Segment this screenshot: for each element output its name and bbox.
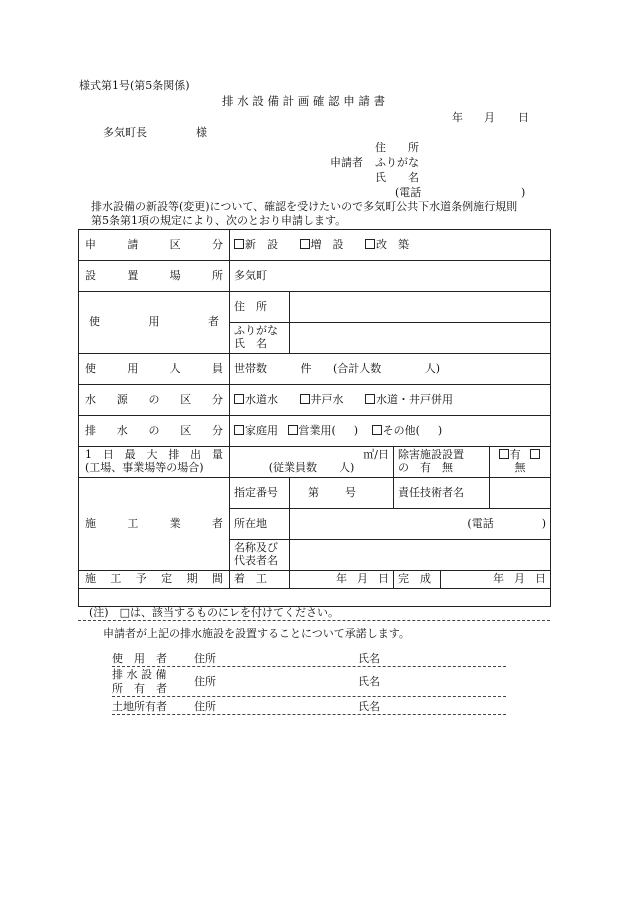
signature-landowner[interactable]: 土地所有者 住所 氏名 (112, 699, 506, 715)
intro-line-2: 第5条第1項の規定により、次のとおり申請します。 (91, 214, 347, 227)
blank-cell (79, 589, 551, 607)
date-year: 年 (452, 111, 463, 124)
water-source-options (230, 385, 551, 416)
consent-text: 申請者が上記の排水施設を設置することについて承諾します。 (103, 627, 410, 640)
row-application-category (79, 230, 551, 261)
drainage-options (230, 416, 551, 447)
facility-no-checkbox[interactable]: 無 (515, 448, 542, 474)
checkbox-icon (234, 394, 244, 404)
drainage-label-cell: 排 水 の 区 分 (79, 416, 230, 447)
row-people (79, 354, 551, 385)
facility-yes-checkbox[interactable]: 有 (499, 448, 521, 461)
checkbox-icon (288, 425, 298, 435)
schedule-start-label: 着 工 (230, 571, 290, 589)
people-label-cell: 使 用 人 員 (79, 354, 230, 385)
checkbox-icon (372, 425, 382, 435)
location-value[interactable]: 多気町 (230, 261, 551, 292)
schedule-end-label: 完 成 (394, 571, 441, 589)
row-contractor-designation (79, 478, 551, 509)
max-discharge-label-cell: 1 日 最 大 排 出 量 (工場、事業場等の場合) (79, 447, 230, 478)
checkbox-icon (234, 425, 244, 435)
schedule-label-cell: 施 工 予 定 期 間 (79, 571, 230, 589)
drainage-business-checkbox[interactable]: 営業用( ) (288, 424, 359, 437)
category-new-checkbox[interactable]: 新 設 (234, 238, 278, 251)
category-label: 申 請 区 分 (85, 237, 223, 251)
drainage-other-checkbox[interactable]: その他( ) (372, 424, 443, 437)
facility-options (490, 447, 551, 478)
designation-label: 指定番号 (230, 478, 290, 509)
form-title: 排 水 設 備 計 画 確 認 申 請 書 (222, 94, 386, 108)
checkbox-icon (365, 394, 375, 404)
water-both-checkbox[interactable]: 水道・井戸併用 (365, 393, 453, 406)
people-field[interactable]: 世帯数 件 (合計人数 人) (230, 354, 551, 385)
contractor-name-field[interactable] (290, 540, 551, 571)
contractor-name-label: 名称及び 代表者名 (230, 540, 290, 571)
water-well-checkbox[interactable]: 井戸水 (300, 393, 344, 406)
checkbox-icon (499, 449, 509, 459)
application-table (78, 229, 551, 607)
designation-number-field[interactable]: 第 号 (290, 478, 394, 509)
engineer-field[interactable] (490, 478, 551, 509)
drainage-home-checkbox[interactable]: 家庭用 (234, 424, 278, 437)
category-options (230, 230, 551, 261)
max-discharge-field[interactable]: ㎥/日 (従業員数 人) (230, 447, 394, 478)
location-label-cell: 設 置 場 所 (79, 261, 230, 292)
category-rebuild-checkbox[interactable]: 改 築 (365, 238, 409, 251)
contractor-label-cell: 施 工 業 者 (79, 478, 230, 571)
row-max-discharge (79, 447, 551, 478)
applicant-phone-close: ) (521, 186, 526, 199)
signature-owner[interactable]: 排 水 設 備 所 有 者 住所 氏名 (112, 669, 506, 697)
checkbox-icon (234, 239, 244, 249)
applicant-phone-open: (電話 (395, 186, 422, 199)
row-user-address (79, 292, 551, 323)
water-tap-checkbox[interactable]: 水道水 (234, 393, 278, 406)
row-blank (79, 589, 551, 607)
row-drainage (79, 416, 551, 447)
signature-user[interactable]: 使 用 者 住所 氏名 (112, 651, 506, 667)
facility-label-cell: 除害施設設置 の 有 無 (394, 447, 490, 478)
user-label-cell: 使 用 者 (79, 292, 230, 354)
checkbox-icon (530, 449, 540, 459)
user-furigana-name-label: ふりがな 氏 名 (230, 323, 290, 354)
checkbox-icon (365, 239, 375, 249)
row-location (79, 261, 551, 292)
category-extend-checkbox[interactable]: 増 設 (300, 238, 344, 251)
schedule-start-field[interactable]: 年 月 日 (290, 571, 394, 589)
user-name-field[interactable] (290, 323, 551, 354)
addressee-honorific: 様 (196, 126, 207, 139)
form-number: 様式第1号(第5条関係) (79, 79, 190, 92)
user-address-label: 住 所 (230, 292, 290, 323)
applicant-name-label: 氏 名 (375, 171, 419, 184)
applicant-furigana-label: ふりがな (375, 156, 419, 169)
row-schedule (79, 571, 551, 589)
category-label-cell (79, 230, 230, 261)
date-month: 月 (484, 111, 495, 124)
contractor-address-label: 所在地 (230, 509, 290, 540)
checkbox-icon (300, 239, 310, 249)
note-divider (78, 620, 550, 621)
row-water-source (79, 385, 551, 416)
date-day: 日 (518, 111, 529, 124)
schedule-end-field[interactable]: 年 月 日 (441, 571, 551, 589)
intro-line-1: 排水設備の新設等(変更)について、確認を受けたいので多気町公共下水道条例施行規則 (91, 200, 518, 213)
engineer-label: 責任技術者名 (394, 478, 490, 509)
user-address-field[interactable] (290, 292, 551, 323)
checkbox-icon (300, 394, 310, 404)
applicant-address-label: 住 所 (375, 141, 419, 154)
applicant-label: 申請者 (330, 156, 363, 169)
note-text: (注) □は、該当するものにレを付けてください。 (89, 606, 339, 619)
addressee-name: 多気町長 (103, 126, 147, 139)
water-source-label-cell: 水 源 の 区 分 (79, 385, 230, 416)
contractor-address-field[interactable]: (電話 ) (290, 509, 551, 540)
